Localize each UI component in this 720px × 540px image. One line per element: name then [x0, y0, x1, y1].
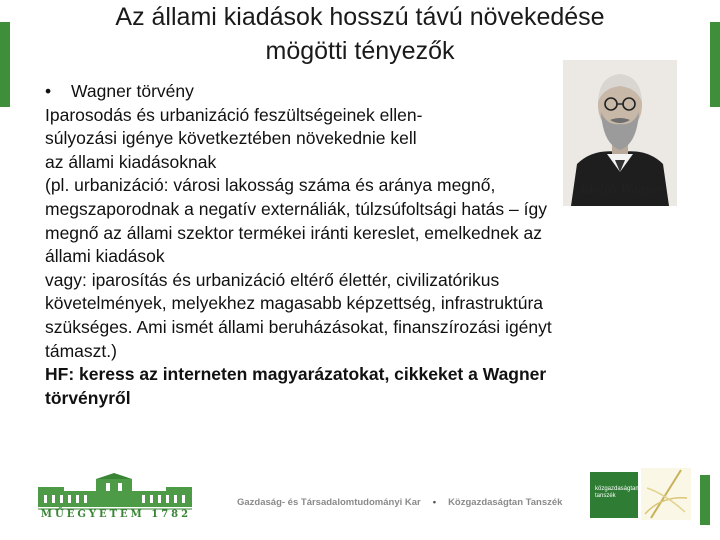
footer-department: Közgazdaságtan Tanszék: [448, 497, 563, 508]
slide-title: [60, 0, 660, 68]
title-line-2: mögötti tényezők: [265, 37, 455, 65]
bullet-symbol: •: [45, 81, 52, 101]
body-line: Iparosodás és urbanizáció feszültségeinek ellen-: [45, 104, 423, 125]
left-accent-bar: [0, 22, 10, 107]
decorative-logo-icon: [641, 468, 691, 520]
body-line: állami kiadások: [45, 246, 165, 267]
footer-accent-stripe: [700, 475, 710, 525]
body-line: súlyozási igénye következtében növekednie kell: [45, 128, 417, 149]
bullet-text: Wagner törvény: [71, 81, 194, 101]
right-accent-bar: [710, 22, 720, 107]
body-line: megnő az állami szektor termékei iránti kereslet, emelkednek az: [45, 222, 543, 243]
body-line: megszaporodnak a negatív externáliák, túlzsúfoltsági hatás – így: [45, 198, 547, 219]
body-line: szükséges. Ami ismét állami beruházásokat, finanszírozási igényt: [45, 316, 552, 337]
body-line: vagy: iparosítás és urbanizáció eltérő élettér, civilizatórikus: [45, 269, 500, 290]
body-line: támaszt.): [45, 340, 117, 361]
badge-line-2: tanszék: [595, 493, 616, 499]
footer-text: [237, 497, 562, 508]
muegyetem-logo: [36, 473, 196, 525]
body-line: követelmények, melyekhez magasabb képzettség, infrastruktúra: [45, 293, 544, 314]
title-line-1: Az állami kiadások hosszú távú növekedése: [115, 3, 605, 31]
homework-line: törvényről: [45, 387, 131, 408]
bullet-item: [45, 80, 685, 104]
footer-faculty: Gazdaság- és Társadalomtudományi Kar: [237, 497, 421, 508]
homework-line: HF: keress az interneten magyarázatokat, cikkeket a Wagner: [45, 364, 547, 385]
logo-caption: MŰEGYETEM 1782: [40, 509, 192, 520]
footer-separator: •: [432, 497, 437, 508]
slide-body: [45, 80, 685, 410]
body-line: az állami kiadásoknak: [45, 151, 217, 172]
badge-line-1: közgazdaságtan: [595, 486, 639, 492]
department-badge: [590, 472, 638, 518]
svg-text:Adolph Wagner: Adolph Wagner: [578, 183, 664, 196]
body-line: (pl. urbanizáció: városi lakosság száma és aránya megnő,: [45, 175, 496, 196]
